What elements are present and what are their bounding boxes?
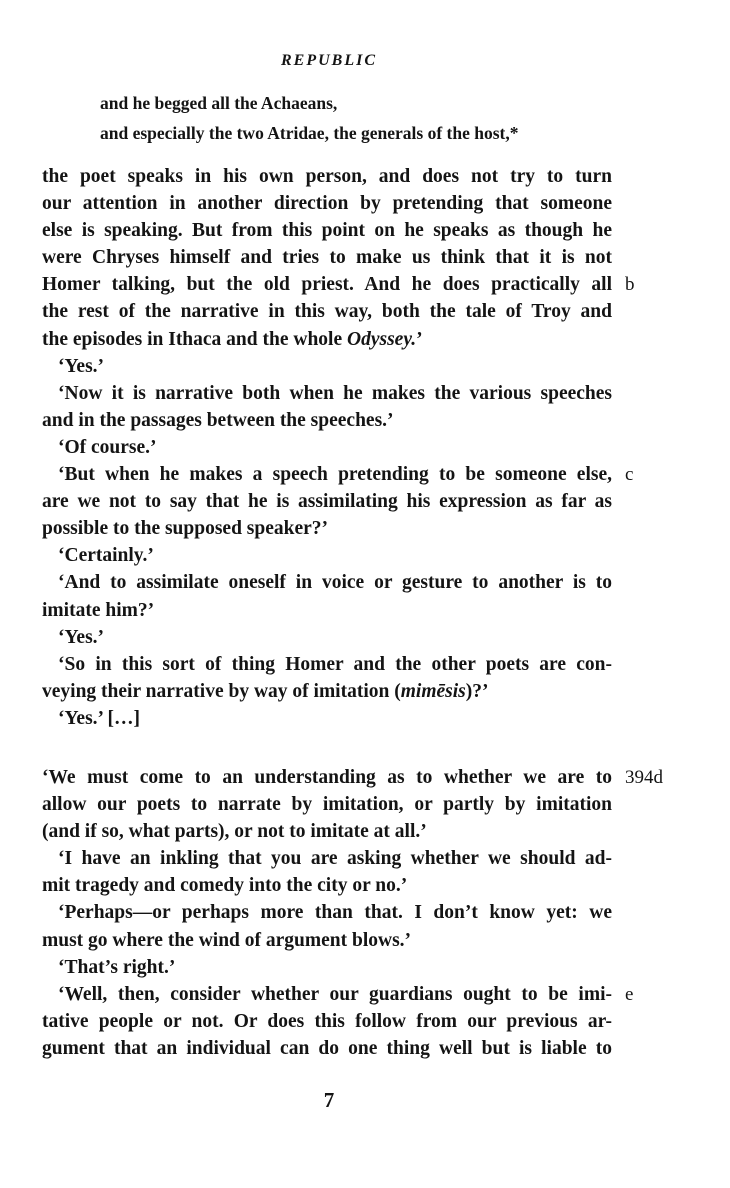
- text-segment: ‘Yes.’ […]: [58, 707, 140, 729]
- text-line: [42, 326, 612, 353]
- text-segment: tative people or not. Or does this follow from our previous ar-: [42, 1010, 612, 1032]
- text-line: [42, 488, 612, 515]
- running-title: REPUBLIC: [280, 52, 377, 69]
- text-segment: ‘And to assimilate oneself in voice or gesture to another is to: [58, 572, 612, 594]
- text-line: [42, 597, 612, 624]
- text-segment: )?’: [465, 680, 489, 702]
- text-line: [42, 542, 612, 569]
- text-line: [42, 1008, 612, 1035]
- text-line: [42, 271, 635, 298]
- stephanus-marginal-reference: e: [625, 983, 634, 1005]
- text-line: [42, 353, 612, 380]
- text-segment: ‘I have an inkling that you are asking whether we should ad-: [58, 848, 612, 870]
- text-segment: and in the passages between the speeches.’: [42, 409, 394, 431]
- text-segment: (and if so, what parts), or not to imitate at all.’: [42, 821, 427, 843]
- text-line: [42, 1035, 612, 1062]
- text-line: [42, 791, 612, 818]
- text-segment: are we not to say that he is assimilating his expression as far as: [42, 491, 612, 513]
- text-segment: ‘We must come to an understanding as to whether we are to: [42, 766, 612, 788]
- text-segment: ‘Of course.’: [58, 436, 157, 458]
- text-line: [42, 163, 612, 190]
- italic-text: Odyssey.: [347, 328, 417, 350]
- text-line: [42, 434, 612, 461]
- text-line: [42, 764, 663, 791]
- text-line: [42, 927, 612, 954]
- text-segment: ‘But when he makes a speech pretending to be someone else,: [58, 464, 612, 486]
- text-line: [42, 899, 612, 926]
- stephanus-marginal-reference: c: [625, 464, 634, 486]
- text-line: [42, 461, 634, 488]
- text-line: [42, 515, 612, 542]
- text-segment: Homer talking, but the old priest. And he does practically all: [42, 274, 612, 296]
- text-segment: were Chryses himself and tries to make us think that it is not: [42, 247, 612, 269]
- text-line: [42, 981, 634, 1008]
- text-segment: must go where the wind of argument blows.’: [42, 929, 412, 951]
- text-line: [42, 624, 612, 651]
- body-text: [42, 163, 663, 1062]
- text-line: [42, 217, 612, 244]
- text-segment: ‘So in this sort of thing Homer and the other poets are con-: [58, 653, 612, 675]
- text-segment: the poet speaks in his own person, and does not try to turn: [42, 166, 612, 187]
- text-segment: ‘That’s right.’: [58, 956, 176, 978]
- text-line: [42, 380, 612, 407]
- text-segment: ‘Yes.’: [58, 626, 105, 648]
- text-segment: ‘Perhaps—or perhaps more than that. I don’t know yet: we: [58, 902, 612, 924]
- verse-line: and especially the two Atridae, the generals of the host,*: [100, 123, 519, 143]
- text-segment: gument that an individual can do one thing well but is liable to: [42, 1037, 612, 1059]
- text-segment: possible to the supposed speaker?’: [42, 518, 329, 540]
- text-line: [42, 298, 612, 325]
- text-line: [42, 407, 612, 434]
- text-segment: our attention in another direction by pretending that someone: [42, 193, 612, 215]
- stephanus-marginal-reference: 394d: [625, 766, 663, 788]
- text-segment: the episodes in Ithaca and the whole: [42, 328, 347, 350]
- text-segment: ’: [416, 328, 423, 350]
- text-segment: ‘Now it is narrative both when he makes the various speeches: [58, 382, 612, 404]
- text-line: [42, 845, 612, 872]
- text-line: [42, 678, 612, 705]
- text-line: [42, 954, 612, 981]
- stephanus-marginal-reference: b: [625, 274, 635, 296]
- text-segment: the rest of the narrative in this way, both the tale of Troy and: [42, 301, 612, 323]
- text-line: [42, 569, 612, 596]
- text-segment: veying their narrative by way of imitation (: [42, 680, 401, 702]
- text-line: [42, 872, 612, 899]
- text-segment: else is speaking. But from this point on he speaks as though he: [42, 220, 612, 242]
- text-segment: ‘Yes.’: [58, 355, 105, 377]
- text-line: [42, 190, 612, 217]
- text-line: [42, 705, 612, 732]
- text-line: [42, 244, 612, 271]
- text-segment: ‘Certainly.’: [58, 545, 154, 567]
- text-segment: imitate him?’: [42, 599, 155, 621]
- verse-quotation: [100, 88, 519, 148]
- text-line: [42, 818, 612, 845]
- text-segment: mit tragedy and comedy into the city or no.’: [42, 875, 408, 897]
- text-segment: ‘Well, then, consider whether our guardians ought to be imi-: [58, 983, 612, 1005]
- verse-line: and he begged all the Achaeans,: [100, 93, 338, 113]
- page-number: 7: [323, 1088, 335, 1112]
- text-line: [42, 651, 612, 678]
- text-segment: allow our poets to narrate by imitation, or partly by imitation: [42, 794, 612, 816]
- italic-text: mimēsis: [400, 680, 466, 702]
